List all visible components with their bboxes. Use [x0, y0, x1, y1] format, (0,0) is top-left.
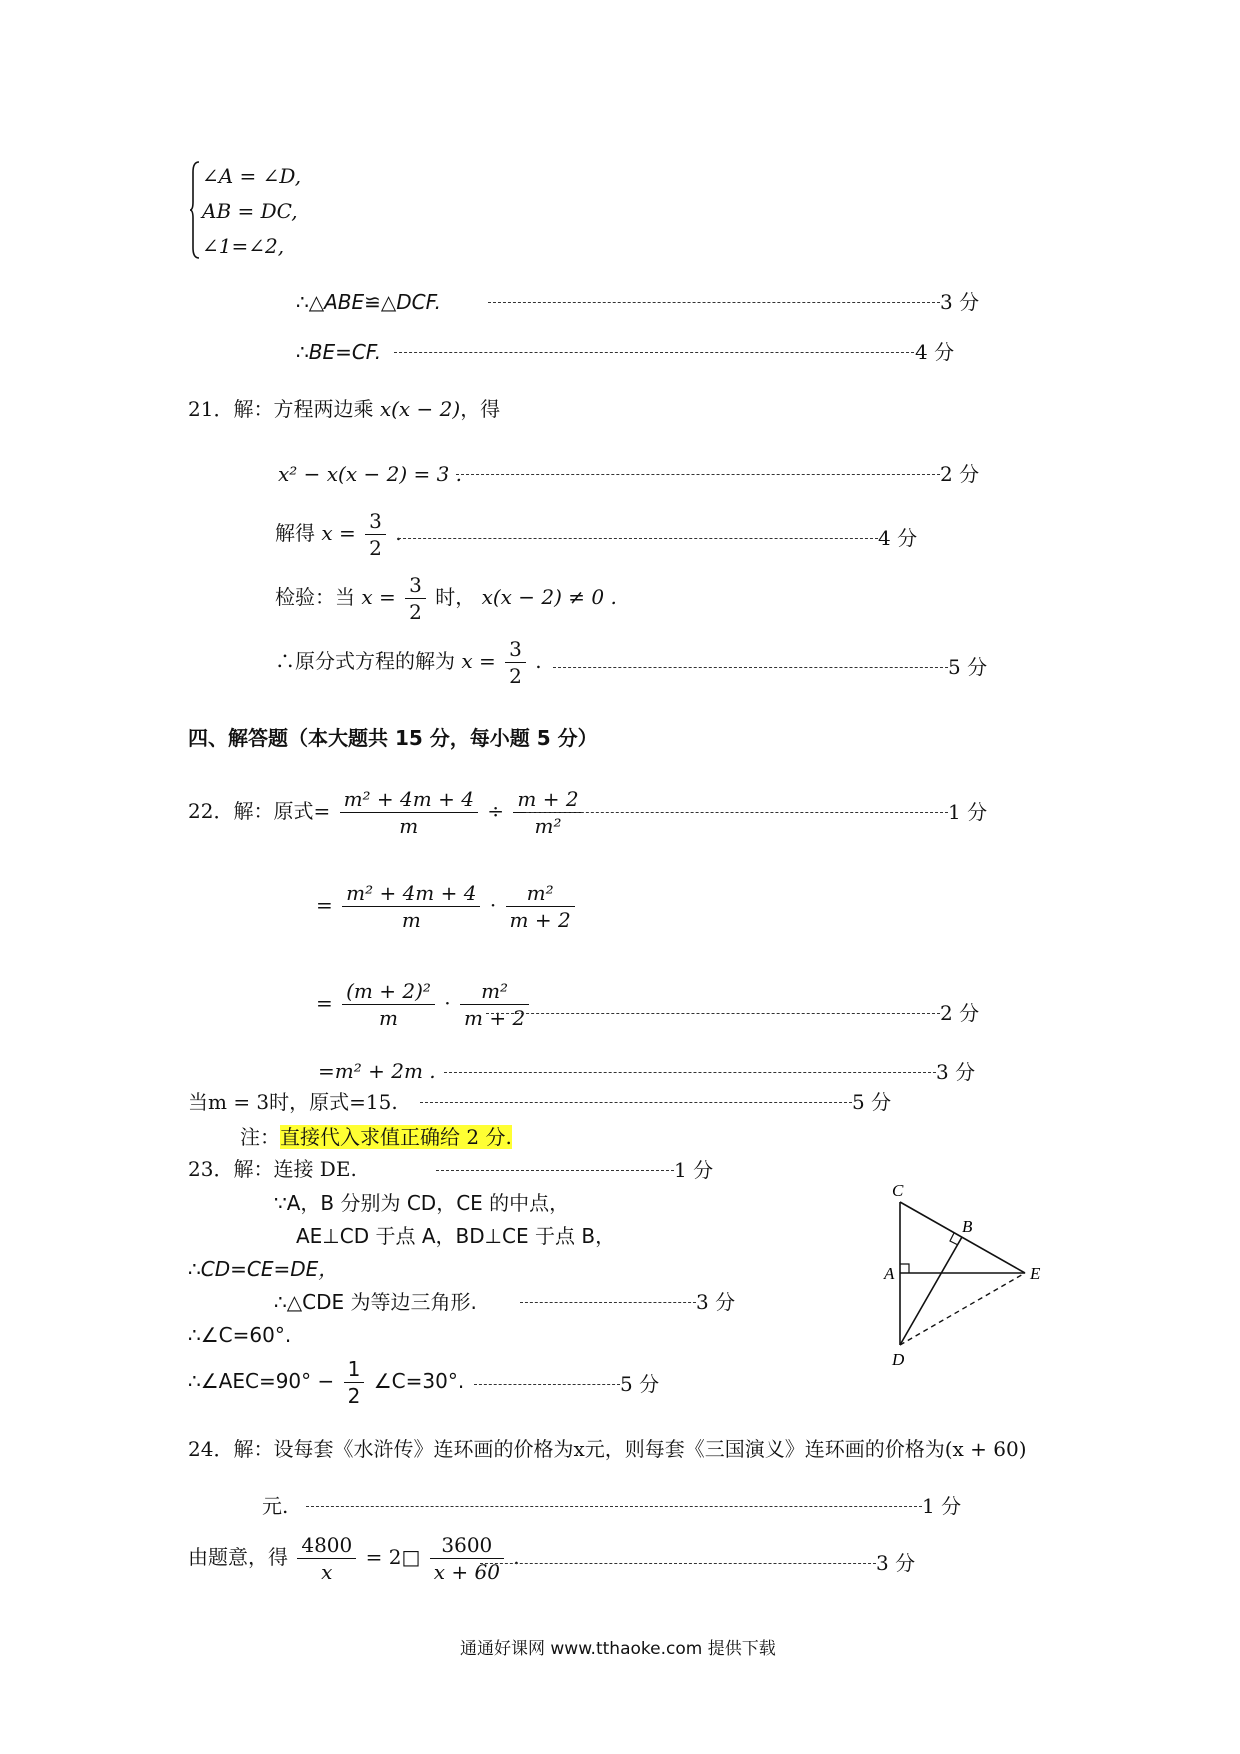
q21-conclusion: ∴原分式方程的解为 x = $\frac{3}{2}$ .	[275, 637, 542, 688]
q22-score-3: 3 分	[936, 1060, 976, 1084]
label-e: E	[1030, 1264, 1041, 1283]
q20-congruent: ∴△ABE≌△DCF.	[296, 290, 441, 314]
label-c: C	[892, 1181, 904, 1200]
q20-result: ∴BE=CF.	[296, 340, 382, 364]
fraction: $\frac{\text{m² + 4m + 4}}{m}$	[340, 786, 478, 839]
q24-line2: 元.	[262, 1494, 289, 1518]
q23-line4: ∴△CDE 为等边三角形.	[274, 1290, 477, 1314]
q22-score-2: 2 分	[940, 1001, 980, 1025]
q23-line2: AE⊥CD 于点 A，BD⊥CE 于点 B，	[296, 1224, 616, 1248]
q22-line3: = $\frac{\text{(m + 2)²}}{m}$ · $\frac{\text{m²}}{m + 2}$	[316, 978, 532, 1031]
q24-line1: 24．解：设每套《水浒传》连环画的价格为x元，则每套《三国演义》连环画的价格为(x + 60)	[188, 1437, 1027, 1461]
q22-simplified: =m² + 2m .	[318, 1059, 436, 1083]
note-highlight: 直接代入求值正确给 2 分.	[280, 1125, 512, 1149]
fraction: $\frac{1}{2}$	[344, 1356, 365, 1409]
q23-score-3: 5 分	[620, 1372, 660, 1396]
question-number: 23．	[188, 1157, 234, 1181]
section-heading: 四、解答题（本大题共 15 分，每小题 5 分）	[188, 726, 598, 750]
q22-value: 当m = 3时，原式=15.	[188, 1090, 398, 1114]
fraction: $\frac{m + 2}{\text{m²}}$	[513, 786, 582, 839]
q23-line5: ∴∠C=60°.	[188, 1323, 292, 1347]
q22-score-1: 1 分	[948, 800, 988, 824]
fraction: $\frac{\text{m²}}{m + 2}$	[506, 880, 575, 933]
fraction: $\frac{\text{m²}}{m + 2}$	[460, 978, 529, 1031]
dash-leader	[474, 1384, 620, 1385]
question-number: 21．	[188, 397, 234, 421]
dash-leader	[420, 1102, 852, 1103]
dash-leader	[520, 1302, 696, 1303]
q23-line1: ∵A，B 分别为 CD，CE 的中点，	[274, 1191, 570, 1215]
q21-check: 检验：当 x = $\frac{3}{2}$ 时， x(x − 2) ≠ 0 .	[275, 573, 617, 624]
fraction: $\frac{\text{m² + 4m + 4}}{m}$	[342, 880, 480, 933]
note-label: 注：	[240, 1125, 280, 1149]
q23-line3: ∴CD=CE=DE，	[188, 1257, 339, 1281]
label-d: D	[892, 1350, 905, 1369]
q24-score-2: 3 分	[876, 1551, 916, 1575]
dash-leader	[394, 352, 914, 353]
q24-equation: 由题意，得 $\frac{4800}{x}$ = 2□ $\frac{3600}{x + 60}$ .	[188, 1533, 520, 1584]
left-brace	[190, 160, 200, 260]
system-line-1: ∠A = ∠D,	[202, 164, 302, 188]
q24-score-1: 1 分	[922, 1494, 962, 1518]
dash-leader	[398, 538, 878, 539]
q22-score-4: 5 分	[852, 1090, 892, 1114]
q21-step1-score: 2 分	[940, 462, 980, 486]
dash-leader	[436, 1170, 674, 1171]
dash-leader	[553, 667, 948, 668]
q21-intro: 21．解：方程两边乘 x(x − 2)，得	[188, 397, 501, 421]
fraction: $\frac{3}{2}$	[405, 572, 426, 625]
q22-line1: 22．解：原式= $\frac{\text{m² + 4m + 4}}{m}$ ÷ $\frac{m + 2}{\text{m²}}$	[188, 786, 586, 839]
triangle-diagram	[870, 1180, 1050, 1375]
label-b: B	[962, 1217, 973, 1236]
footer-text: 通通好课网 www.tthaoke.com 提供下载	[460, 1639, 776, 1659]
dash-leader	[306, 1506, 922, 1507]
question-number: 22．	[188, 799, 234, 823]
q21-solve-score: 4 分	[878, 526, 918, 550]
dash-leader	[486, 1013, 940, 1014]
q22-line2: = $\frac{\text{m² + 4m + 4}}{m}$ · $\frac{\text{m²}}{m + 2}$	[316, 880, 578, 933]
dash-leader	[480, 1563, 876, 1564]
unknown-glyph-box: □	[401, 1545, 421, 1569]
dash-leader	[526, 812, 948, 813]
system-line-3: ∠1=∠2,	[202, 234, 285, 258]
q20-result-score: 4 分	[915, 340, 955, 364]
q22-note	[240, 1124, 512, 1150]
dash-leader	[444, 1072, 936, 1073]
fraction: $\frac{3}{2}$	[505, 636, 526, 689]
fraction: $\frac{\text{(m + 2)²}}{m}$	[342, 978, 435, 1031]
q21-conclusion-score: 5 分	[948, 655, 988, 679]
right-angle-a	[900, 1264, 909, 1273]
system-line-2: AB = DC,	[202, 199, 298, 223]
fraction: $\frac{3600}{x + 60}$	[430, 1532, 504, 1585]
fraction: $\frac{3}{2}$	[365, 508, 386, 561]
q23-score-1: 1 分	[674, 1158, 714, 1182]
label-a: A	[884, 1264, 895, 1283]
q23-intro: 23．解：连接 DE.	[188, 1157, 357, 1181]
dash-leader	[488, 302, 940, 303]
fraction: $\frac{4800}{x}$	[297, 1532, 356, 1585]
segment-de	[900, 1273, 1025, 1345]
q21-solve: 解得 x = $\frac{3}{2}$ .	[275, 509, 402, 560]
q23-line6: ∴∠AEC=90° − $\frac{1}{2}$ ∠C=30°.	[188, 1357, 465, 1408]
segment-bd	[900, 1237, 962, 1345]
dash-leader	[456, 474, 940, 475]
q23-score-2: 3 分	[696, 1290, 736, 1314]
q20-congruent-score: 3 分	[940, 290, 980, 314]
q21-step1: x² − x(x − 2) = 3 .	[278, 462, 463, 486]
